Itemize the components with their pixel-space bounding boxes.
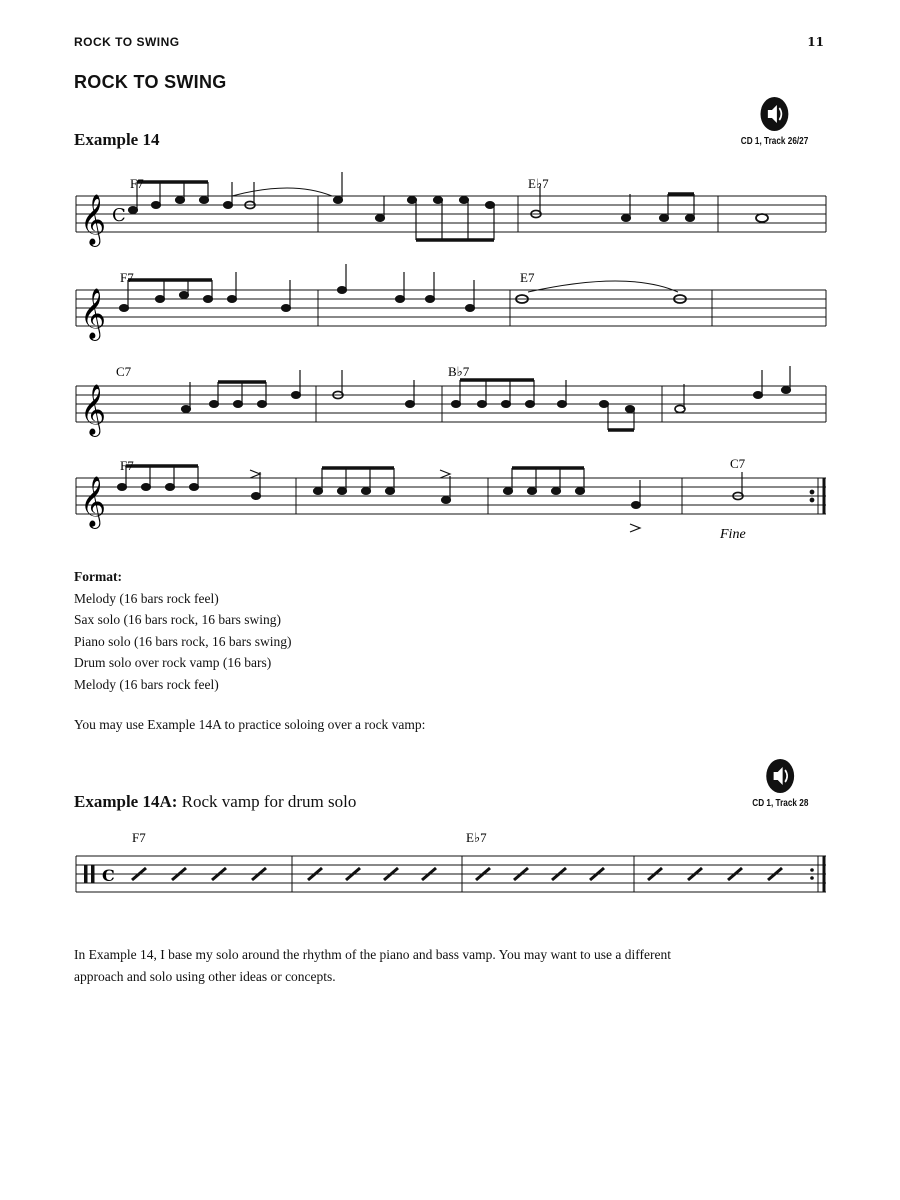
- format-line: Piano solo (16 bars rock, 16 bars swing): [74, 633, 292, 649]
- chord-symbol: C7: [730, 456, 746, 471]
- common-time-icon: C: [102, 866, 115, 885]
- chord-symbol: F7: [120, 458, 134, 473]
- running-head: ROCK TO SWING: [74, 35, 180, 49]
- format-line: Drum solo over rock vamp (16 bars): [74, 655, 272, 671]
- format-heading: Format:: [74, 569, 122, 584]
- page-number: 11: [807, 35, 824, 49]
- treble-clef-icon: 𝄞: [80, 288, 107, 339]
- audio-speaker-icon: [764, 758, 797, 794]
- cd-track-label: CD 1, Track 26/27: [740, 136, 808, 147]
- paragraph-line: In Example 14, I base my solo around the rhythm of the piano and bass vamp. You may want to use a different: [74, 947, 672, 962]
- staff-1: [76, 196, 826, 232]
- treble-clef-icon: 𝄞: [80, 194, 107, 245]
- chord-symbol: F7: [130, 176, 144, 191]
- format-block: [74, 566, 291, 696]
- paragraph-line: approach and solo using other ideas or concepts.: [74, 968, 336, 984]
- section-title: ROCK TO SWING: [74, 72, 227, 92]
- staff-3-notes: [182, 366, 791, 430]
- chord-symbol: E♭7: [528, 176, 549, 191]
- intro-14a-text: You may use Example 14A to practice soloing over a rock vamp:: [74, 717, 426, 732]
- format-line: Melody (16 bars rock feel): [74, 590, 219, 606]
- chord-symbol: B♭7: [448, 364, 470, 379]
- chord-symbol: E♭7: [466, 830, 487, 845]
- closing-paragraph: [74, 944, 671, 987]
- staff-4: [76, 478, 826, 514]
- format-line: Melody (16 bars rock feel): [74, 676, 219, 692]
- example-14-title: Example 14: [74, 130, 160, 149]
- staff-14a: [76, 856, 826, 892]
- treble-clef-icon: 𝄞: [80, 384, 107, 435]
- cd-track-badge-14a: [752, 758, 808, 809]
- fine-marking: Fine: [720, 527, 746, 542]
- chord-symbol: C7: [116, 364, 132, 379]
- common-time-icon: C: [112, 205, 126, 226]
- example-14a-title: Example 14A: Rock vamp for drum solo: [74, 792, 357, 811]
- cd-track-label: CD 1, Track 28: [751, 798, 808, 809]
- treble-clef-icon: 𝄞: [80, 476, 107, 527]
- chord-symbol: E7: [520, 270, 535, 285]
- format-line: Sax solo (16 bars rock, 16 bars swing): [74, 612, 281, 628]
- staff-1-notes: [129, 172, 769, 240]
- staff-2-notes: [120, 264, 687, 311]
- chord-symbol: F7: [120, 270, 134, 285]
- chord-symbol: F7: [132, 830, 146, 845]
